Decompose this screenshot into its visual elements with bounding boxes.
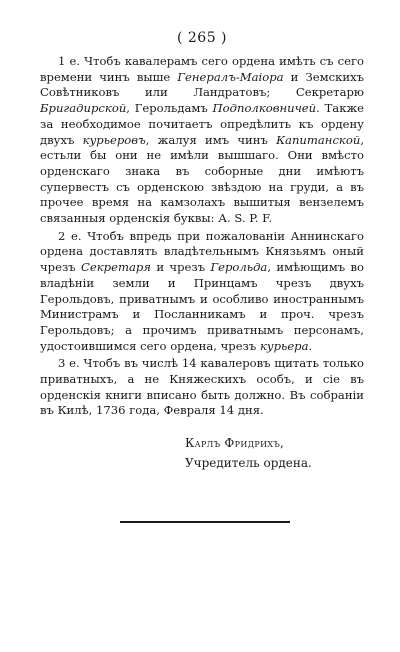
text-run: и чрезъ — [150, 260, 211, 275]
end-rule — [120, 521, 290, 523]
text-run: и Земскихъ Совѣтниковъ или Ландратовъ; Секретарю — [40, 69, 364, 100]
text-run: , жалуя имъ чинъ — [145, 132, 277, 147]
paragraph-2 — [40, 229, 364, 355]
text-run: . Также за необходимое почитаетъ опредѣлить къ ордену двухъ — [40, 101, 364, 147]
text-run: 2 е. Чтобъ впредь при пожалованiи Аннинскаго ордена доставлять владѣтельнымъ Князьямъ оный чрезъ — [40, 228, 364, 275]
paragraph-3 — [40, 356, 364, 419]
body-text — [40, 54, 364, 419]
text-run: , имѣющимъ во владѣнiи земли и Принцамъ чрезъ двухъ Герольдовъ, приватнымъ и особливо иностраннымъ Министрамъ и Посланникамъ и проч. чрезъ Герольдовъ; а прочимъ приватнымъ персонамъ, удостоившимся сего ордена, чрезъ — [40, 260, 364, 353]
signature-name: Карлъ Фридрихъ, — [185, 436, 285, 451]
signature-block — [185, 433, 364, 473]
page-number: ( 265 ) — [176, 30, 228, 46]
italic-term: Бригадирской — [40, 101, 127, 116]
italic-term: курьеровъ — [82, 132, 146, 147]
italic-term: курьера — [259, 338, 309, 353]
text-run: , Герольдамъ — [126, 101, 213, 116]
italic-term: Генералъ-Маiора — [177, 69, 284, 84]
paragraph-1 — [40, 54, 364, 227]
text-run: 1 е. Чтобъ кавалерамъ сего ордена имѣть съ сего времени чинъ выше — [40, 54, 364, 84]
signature-title: Учредитель ордена. — [185, 456, 312, 471]
italic-term: Подполковничей — [212, 101, 317, 116]
text-run: , естьли бы они не имѣли вышшаго. Они вмѣсто орденскаго знака въ соборные дни имѣютъ супервестъ съ орденскою звѣздою на груди, а въ прочее время на камзолахъ вышитыя вензелемъ связанныя орденскiя буквы: А. S. P. F. — [40, 132, 364, 226]
italic-term: Герольда — [210, 260, 268, 275]
text-run: . — [308, 338, 313, 353]
text-run: 3 е. Чтобъ въ числѣ 14 кавалеровъ щитать только приватныхъ, а не Княжескихъ особъ, и сiе въ орденскiя книги вписано быть должно. Въ собранiи въ Килѣ, 1736 года, Февраля 14 дня. — [40, 356, 364, 418]
italic-term: Капитанской — [276, 132, 361, 147]
italic-term: Секретаря — [81, 260, 151, 275]
